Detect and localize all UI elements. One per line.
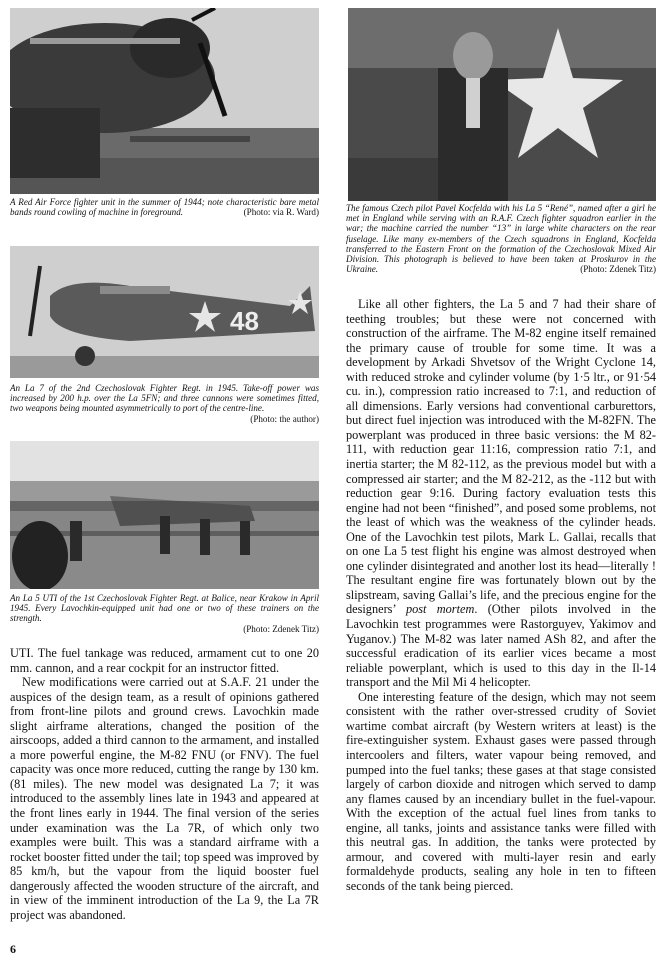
photo-credit: (Photo: via R. Ward) [243, 207, 319, 218]
photo-la5-uti-balice [10, 441, 319, 589]
caption-text: An La 5 UTI of the 1st Czechoslovak Fighter Regt. at Balice, near Krakow in April 1945. Every Lavochkin-equipped unit had one or two of these trainers on the strength. [10, 593, 319, 624]
caption-photo-la7-czechoslovak [10, 383, 319, 424]
caption-photo-fighter-unit-1944 [10, 197, 319, 217]
photo-pilot-kocfelda [348, 8, 656, 201]
photo-credit: (Photo: Zdenek Titz) [243, 623, 319, 634]
photo-la7-czechoslovak [10, 246, 319, 378]
caption-photo-pilot-kocfelda [346, 203, 656, 274]
aircraft-number-marking: 48 [230, 306, 259, 336]
left-text-column [10, 646, 319, 922]
body-paragraph [346, 297, 656, 690]
photo-fighter-unit-1944-image [10, 8, 319, 194]
photo-credit: (Photo: Zdenek Titz) [580, 264, 656, 275]
body-italic-text: post mortem [405, 602, 475, 617]
right-text-column [346, 297, 656, 893]
photo-pilot-kocfelda-image [348, 8, 656, 201]
body-text: . (Other pilots involved in the Lavochkin test programmes were Rastorguyev, Yakimov and Yuganov.) The M-82 was later named ASh 82, and after the successful eradication of its earlier vices became a most reliable powerplant, which is used to this day in the Il-14 transport and the Mil Mi 4 helicopter. [346, 602, 656, 690]
caption-text: An La 7 of the 2nd Czechoslovak Fighter Regt. in 1945. Take-off power was increased by 200 h.p. over the La 5FN; and three cannons were sometimes fitted, two weapons being mounted asymmetrically to port of the centre-line. [10, 383, 319, 414]
body-text: Like all other fighters, the La 5 and 7 had their share of teething troubles; but these were not concerned with construction of the airframe. The M-82 engine itself remained the primary cause of trouble for some time. It was a development by Arkadi Shvetsov of the Wright Cyclone 14, with reduced stroke and cylinder volume (by 1·5 ltr., or 91·54 cu. in.), compression ratio increased to 7:1, and reduction of all dimensions. Early versions had conventional carburettors, but direct fuel injection was introduced with the M-82FN. The powerplant was produced in three basic versions: the M 82-111, with reduction gear 11:16, compression ratio 7:1, and inertia starter; the M 82-112, as the previous model but with a compressed air starter; and the M 82-212, as the -112 but with reduction gear 9:16. During factory evaluation tests this engine had not been “finished”, and posed some problems, not the least of which was the weakness of the cylinder heads. One of the Lavochkin test pilots, Mark L. Gallai, recalls that on one La 5 test flight his engine was almost destroyed when one cylinder disintegrated and another lost its head—literally ! The resultant engine fire was fortunately blown out by the slipstream, saving Gallai’s life, and the precious engine for the designers’ [346, 297, 656, 617]
body-paragraph: New modifications were carried out at S.A.F. 21 under the auspices of the design team, as a result of opinions gathered from front-line pilots and ground crews. Lavochkin made slight airframe alterations, changed the position of the airscoops, added a third cannon to the armament, and installed a more powerful engine, the M-82 FNU (or FNV). The fuel capacity was once more reduced, cutting the range by 130 km. (81 miles). The new model was designated La 7; it was introduced to the assembly lines late in 1943 and appeared at the front lines early in 1944. The final version of the series under examination was the La 7R, of which only two examples were built. This was a standard airframe with a rocket booster fitted under the tail; top speed was improved by 85 km/h, but the vapour from the liquid booster fuel dangerously affected the wooden structure of the aircraft, and in view of the imminent introduction of the La 9, the La 7R project was abandoned. [10, 675, 319, 922]
photo-la5-uti-balice-image [10, 441, 319, 589]
body-paragraph: One interesting feature of the design, which may not seem consistent with the rather over-stressed crudity of Soviet wartime combat aircraft (by Western writers at least) is the fire-extinguisher system. Exhaust gases were passed through intercoolers and filters, water vapour being removed, and pumped into the fuel tanks; these gases at that stage consisted largely of carbon dioxide and nitrogen which served to damp any flames caused by an incendiary bullet in the fuel-vapour. With the exception of the actual fuel lines from tanks to engine, all tanks, joints and assistance tanks were filled with this neutral gas. In addition, the tanks were protected by armour, and covered with multi-layer resin and early formaldehyde products, sealing any hole in ten to fifteen seconds of the tank being pierced. [346, 689, 656, 893]
page-number: 6 [10, 942, 16, 956]
caption-text: The famous Czech pilot Pavel Kocfelda with his La 5 “René”, named after a girl he met in England while serving with an R.A.F. Czech fighter squadron earlier in the war; the machine carried the number “13” in large white characters on the rear fuselage. Like many ex-members of the Czech squadrons in England, Kocfelda transferred to the Eastern Front on the formation of the Czechoslovak Mixed Air Division. This photograph is believed to have been taken at Proskurov in the Ukraine. [346, 203, 656, 275]
caption-photo-la5-uti-balice [10, 593, 319, 634]
photo-fighter-unit-1944 [10, 8, 319, 194]
photo-credit: (Photo: the author) [250, 413, 319, 424]
photo-la7-czechoslovak-image [10, 246, 319, 378]
body-paragraph: UTI. The fuel tankage was reduced, armament cut to one 20 mm. cannon, and a rear cockpit for an instructor fitted. [10, 646, 319, 675]
caption-text: A Red Air Force fighter unit in the summer of 1944; note characteristic bare metal bands round cowling of machine in foreground. [10, 197, 319, 218]
